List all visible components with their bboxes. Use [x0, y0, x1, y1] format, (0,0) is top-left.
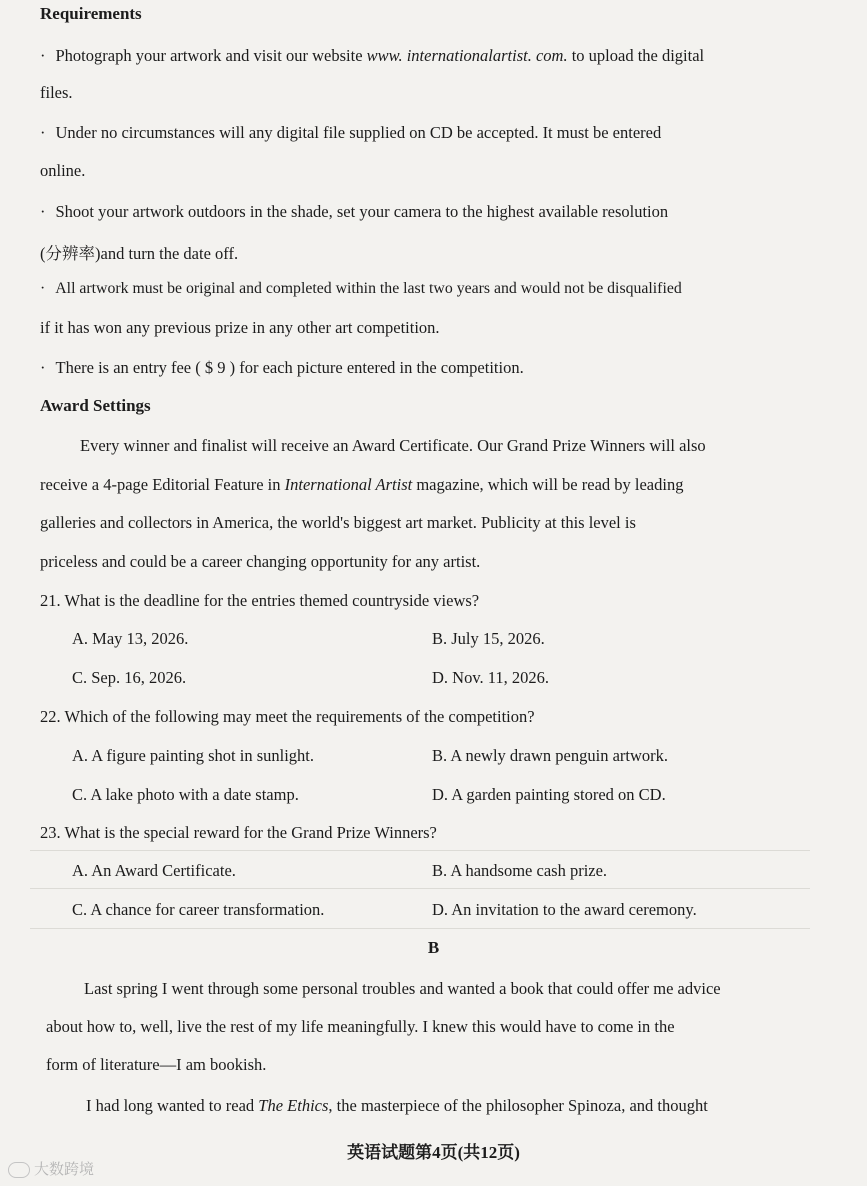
requirement-2-cont: online.	[40, 161, 86, 180]
book-title: The Ethics	[258, 1096, 329, 1115]
option-c[interactable]: C. A chance for career transformation.	[72, 900, 325, 919]
bullet-icon: ·	[40, 202, 46, 221]
option-d[interactable]: D. An invitation to the award ceremony.	[432, 900, 697, 919]
bullet-icon: ·	[40, 280, 46, 297]
requirement-2: · Under no circumstances will any digital file supplied on CD be accepted. It must be entered	[40, 123, 662, 142]
award-line-2: receive a 4-page Editorial Feature in International Artist magazine, which will be read by leading	[40, 475, 684, 494]
requirement-3-cont: (分辨率)and turn the date off.	[40, 244, 239, 263]
option-d[interactable]: D. Nov. 11, 2026.	[432, 668, 550, 687]
option-c[interactable]: C. Sep. 16, 2026.	[72, 668, 187, 687]
passage-b-line-3: form of literature—I am bookish.	[46, 1055, 267, 1074]
option-b[interactable]: B. A handsome cash prize.	[432, 861, 608, 880]
requirement-5: · There is an entry fee ( $ 9 ) for each picture entered in the competition.	[40, 358, 524, 377]
award-line-1: Every winner and finalist will receive an Award Certificate. Our Grand Prize Winners will also	[80, 436, 706, 455]
section-b-label: B	[427, 938, 440, 957]
option-b[interactable]: B. July 15, 2026.	[432, 629, 545, 648]
requirement-4: · All artwork must be original and completed within the last two years and would not be disqualified	[40, 280, 682, 297]
page-footer: 英语试题第4页(共12页)	[347, 1143, 520, 1162]
question-stem: 21. What is the deadline for the entries themed countryside views?	[40, 591, 480, 610]
option-c[interactable]: C. A lake photo with a date stamp.	[72, 785, 299, 804]
faint-rule	[30, 888, 810, 889]
requirements-heading: Requirements	[40, 4, 142, 23]
bullet-icon: ·	[40, 358, 46, 377]
passage-b-line-2: about how to, well, live the rest of my life meaningfully. I knew this would have to come in the	[46, 1017, 675, 1036]
bullet-icon: ·	[40, 46, 46, 65]
magazine-title: International Artist	[284, 475, 413, 494]
award-line-3: galleries and collectors in America, the world's biggest art market. Publicity at this level is	[40, 513, 636, 532]
requirement-1-cont: files.	[40, 83, 73, 102]
option-a[interactable]: A. A figure painting shot in sunlight.	[72, 746, 314, 765]
requirement-4-cont: if it has won any previous prize in any other art competition.	[40, 318, 440, 337]
award-heading: Award Settings	[40, 396, 151, 415]
website-url: www. internationalartist. com.	[366, 46, 568, 65]
option-a[interactable]: A. May 13, 2026.	[72, 629, 189, 648]
question-stem: 23. What is the special reward for the Grand Prize Winners?	[40, 823, 437, 842]
passage-b-line-4: I had long wanted to read The Ethics, the masterpiece of the philosopher Spinoza, and thought	[86, 1096, 708, 1115]
passage-b-line-1: Last spring I went through some personal troubles and wanted a book that could offer me advice	[84, 979, 721, 998]
option-a[interactable]: A. An Award Certificate.	[72, 861, 236, 880]
faint-rule	[30, 850, 810, 851]
option-d[interactable]: D. A garden painting stored on CD.	[432, 785, 666, 804]
requirement-3: · Shoot your artwork outdoors in the shade, set your camera to the highest available resolution	[40, 202, 669, 221]
bullet-icon: ·	[40, 123, 46, 142]
requirement-1: · Photograph your artwork and visit our website www. internationalartist. com. to upload the digital	[40, 46, 705, 65]
faint-rule	[30, 928, 810, 929]
question-stem: 22. Which of the following may meet the requirements of the competition?	[40, 707, 535, 726]
option-b[interactable]: B. A newly drawn penguin artwork.	[432, 746, 669, 765]
watermark: 大数跨境	[8, 1158, 94, 1179]
watermark-logo-icon	[8, 1162, 30, 1178]
award-line-4: priceless and could be a career changing opportunity for any artist.	[40, 552, 481, 571]
